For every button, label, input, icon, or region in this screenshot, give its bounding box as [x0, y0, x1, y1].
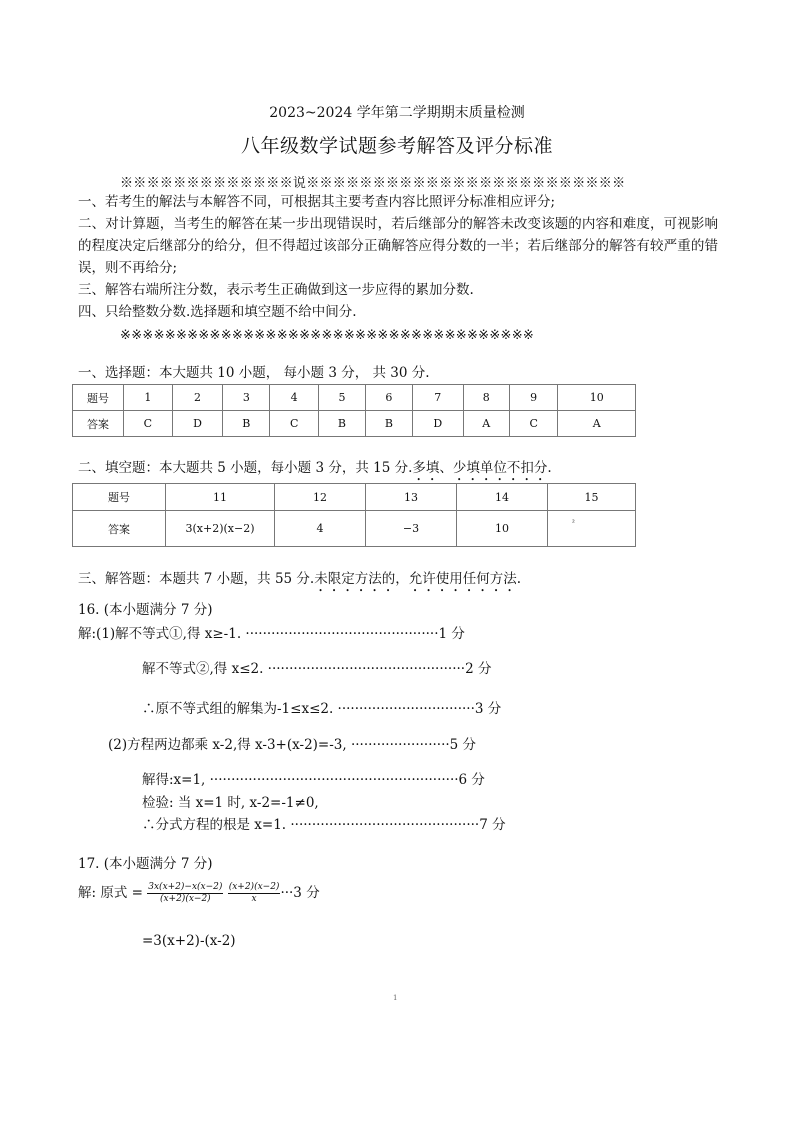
table-cell: 10 — [558, 385, 636, 411]
fill-answer-table — [72, 483, 636, 547]
table-row — [73, 511, 636, 547]
notes-bottom-divider: ※※※※※※※※※※※※※※※※※※※※※※※※※※※※※※※※※※※※※ — [120, 328, 535, 343]
section-fill-title-main: 二、填空题：本大题共 5 小题，每小题 3 分，共 15 分. — [78, 460, 413, 476]
table-cell: 6 — [365, 385, 412, 411]
table-cell: 10 — [457, 511, 548, 547]
note-item-1: 一、若考生的解法与本解答不同，可根据其主要考查内容比照评分标准相应评分; — [78, 194, 556, 210]
table-cell: A — [463, 411, 509, 437]
table-cell: −3 — [366, 511, 457, 547]
table-cell: D — [172, 411, 223, 437]
table-cell: C — [124, 411, 173, 437]
section-fill-title-emphasis: 多填、少填单位不扣分 — [412, 460, 548, 476]
table-cell: 2 — [172, 385, 223, 411]
note-item-4: 四、只给整数分数.选择题和填空题不给中间分. — [78, 304, 357, 320]
q17-fraction-1-numerator: 3x(x+2)−x(x−2) — [148, 882, 223, 892]
table-row — [73, 385, 636, 411]
table-cell: 15 — [548, 484, 636, 511]
q17-fraction-1-denominator: (x+2)(x−2) — [159, 894, 211, 904]
table-cell: B — [365, 411, 412, 437]
choice-answer-table — [72, 384, 636, 437]
q16-line: 解:(1)解不等式①,得 x≥-1. ·············································1 分 — [78, 626, 465, 642]
section-solve-title-end: . — [516, 571, 522, 587]
q17-fraction-2-denominator: x — [251, 894, 257, 904]
notes-block — [78, 191, 718, 323]
section-solve-title-main: 三、解答题：本题共 7 小题，共 55 分. — [78, 571, 315, 587]
q16-heading: 16. (本小题满分 7 分) — [78, 602, 213, 618]
table-cell: A — [558, 411, 636, 437]
table-cell: C — [509, 411, 558, 437]
table-cell: 3 — [223, 385, 270, 411]
q17-fraction-1 — [147, 882, 223, 905]
q17-fraction-2-numerator: (x+2)(x−2) — [228, 882, 280, 892]
note-item-2: 二、对计算题，当考生的解答在某一步出现错误时，若后继部分的解答未改变该题的内容和难度，可视影响的程度决定后继部分的给分，但不得超过该部分正确解答应得分数的一半；若后继部分的解答有较严重的错误，则不再给分; — [78, 216, 718, 276]
table-cell: C — [270, 411, 319, 437]
q16-line: 解不等式②,得 x≤2. ··············································2 分 — [142, 661, 492, 677]
q17-line: =3(x+2)-(x-2) — [142, 933, 236, 949]
section-solve-title-emphasis: 未限定方法的，允许使用任何方法 — [314, 571, 517, 587]
q17-prefix: 解: 原式 = — [78, 885, 143, 901]
table-cell: 1 — [124, 385, 173, 411]
table-cell: ² — [548, 511, 636, 547]
table-cell: 14 — [457, 484, 548, 511]
table-cell: 题号 — [73, 484, 166, 511]
page-number: 1 — [393, 994, 398, 1002]
table-cell: 4 — [275, 511, 366, 547]
q17-expression — [78, 881, 320, 905]
table-cell: 11 — [166, 484, 275, 511]
q16-line: 解得:x=1, ··························································6 分 — [142, 772, 485, 788]
exam-title: 2023~2024 学年第二学期期末质量检测 — [269, 105, 525, 121]
section-solve-title — [78, 570, 521, 595]
table-cell: 3(x+2)(x−2) — [166, 511, 275, 547]
table-row — [73, 484, 636, 511]
q17-heading: 17. (本小题满分 7 分) — [78, 856, 213, 872]
q16-line: ∴原不等式组的解集为-1≤x≤2. ································3 分 — [142, 701, 502, 717]
q16-line: 检验: 当 x=1 时, x-2=-1≠0, — [142, 795, 319, 811]
note-item-3: 三、解答右端所注分数，表示考生正确做到这一步应得的累加分数. — [78, 282, 474, 298]
table-cell: 答案 — [73, 411, 124, 437]
table-cell: D — [412, 411, 463, 437]
table-cell: 5 — [318, 385, 365, 411]
q16-line: ∴分式方程的根是 x=1. ············································7 分 — [142, 817, 506, 833]
table-cell: 8 — [463, 385, 509, 411]
table-row — [73, 411, 636, 437]
table-cell: B — [223, 411, 270, 437]
notes-top-divider: ※※※※※※※※※※※※※说※※※※※※※※※※※※※※※※※※※※※※※※ — [120, 176, 626, 191]
table-cell: 13 — [366, 484, 457, 511]
document-title: 八年级数学试题参考解答及评分标准 — [240, 135, 553, 157]
section-fill-title-end: . — [547, 460, 552, 476]
section-fill-title — [78, 459, 552, 484]
table-cell: 答案 — [73, 511, 166, 547]
section-choice-title: 一、选择题：本大题共 10 小题， 每小题 3 分， 共 30 分. — [78, 365, 430, 381]
table-cell: 9 — [509, 385, 558, 411]
q17-score: ···3 分 — [280, 885, 320, 901]
q16-line: (2)方程两边都乘 x-2,得 x-3+(x-2)=-3, ·······················5 分 — [108, 737, 477, 753]
table-cell: 题号 — [73, 385, 124, 411]
q17-fraction-2 — [228, 882, 281, 905]
table-cell: 7 — [412, 385, 463, 411]
table-cell: B — [318, 411, 365, 437]
table-cell: 4 — [270, 385, 319, 411]
table-cell: 12 — [275, 484, 366, 511]
